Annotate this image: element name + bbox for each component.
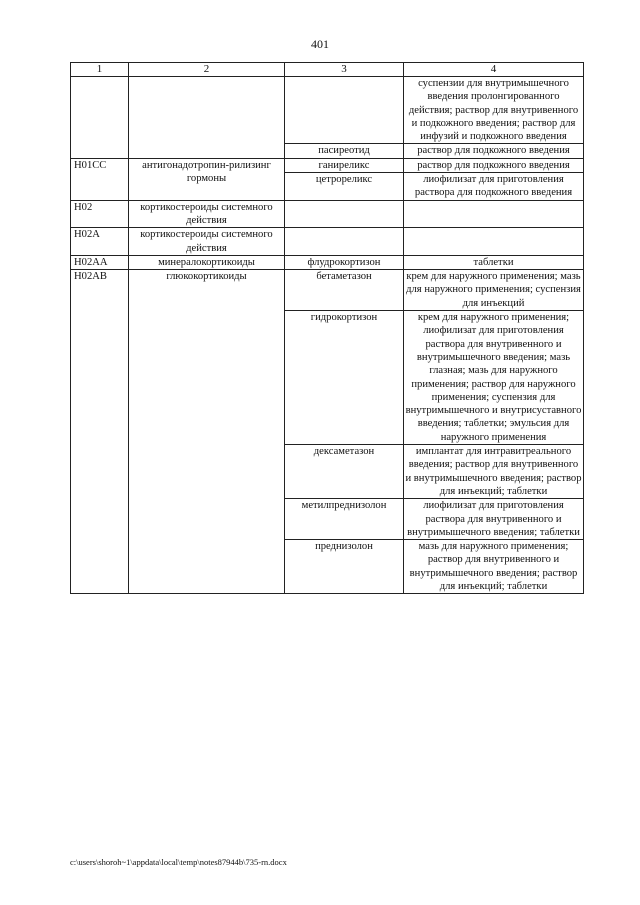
drug-cell: бетаметазон [285,270,404,311]
atc-code-cell: H02AA [71,255,129,269]
form-cell: таблетки [404,255,584,269]
atc-code-cell: H02A [71,228,129,256]
page-number: 401 [311,37,329,51]
table-row [71,255,584,269]
group-cell: глюкокортикоиды [129,270,285,594]
header-col-1: 1 [71,63,129,77]
group-cell: минералокортикоиды [129,255,285,269]
table-row [71,200,584,228]
drug-cell: ганиреликс [285,158,404,172]
header-row [71,63,584,77]
form-cell: крем для наружного применения; лиофилизат для приготовления раствора для внутривенного и внутримышечного введения; мазь глазная; мазь для наружного применения; раствор для наружного применения; суспензия для внутримышечного и внутрисуставного введения; таблетки; эмульсия для наружного применения [404,311,584,445]
drug-cell: пасиреотид [285,144,404,158]
drug-table [70,62,584,594]
header-col-3: 3 [285,63,404,77]
form-cell: мазь для наружного применения; раствор для внутривенного и внутримышечного введения; раствор для инъекций; таблетки [404,540,584,594]
group-cell [129,77,285,159]
drug-cell: гидрокортизон [285,311,404,445]
atc-code-cell [71,77,129,159]
form-cell: лиофилизат для приготовления раствора для внутривенного и внутримышечного введения; таблетки [404,499,584,540]
drug-cell: преднизолон [285,540,404,594]
form-cell: лиофилизат для приготовления раствора для подкожного введения [404,173,584,201]
atc-code-cell: H02AB [71,270,129,594]
table-row [71,158,584,172]
table-header [71,63,584,77]
form-cell: имплантат для интравитреального введения; раствор для внутривенного и внутримышечного введения; раствор для инъекций; таблетки [405,446,582,497]
drug-cell [285,228,404,256]
group-cell: антигонадотропин-рилизинг гормоны [129,158,285,200]
document-file-path: c:\users\shoroh~1\appdata\local\temp\notes87944b\735-rn.docx [70,857,287,867]
form-cell: суспензии для внутримышечного введения пролонгированного действия; раствор для внутривенного и подкожного введения; раствор для инфузий и подкожного введения [404,77,584,144]
drug-cell: дексаметазон [285,445,404,499]
form-cell: раствор для подкожного введения [404,158,584,172]
table-body [71,77,584,594]
drug-cell: метилпреднизолон [285,499,404,540]
form-cell [404,228,584,256]
atc-code-cell: H02 [71,200,129,228]
group-cell: кортикостероиды системного действия [129,228,285,256]
form-cell [404,200,584,228]
atc-code-cell: H01CC [71,158,129,200]
header-col-4: 4 [404,63,584,77]
table-row [71,77,584,144]
drug-cell: флудрокортизон [285,255,404,269]
form-cell: раствор для подкожного введения [404,144,584,158]
table-row [71,228,584,256]
group-cell: кортикостероиды системного действия [129,200,285,228]
drug-cell [285,200,404,228]
drug-cell: цетрореликс [285,173,404,201]
drug-cell [285,77,404,144]
table-row [71,270,584,311]
header-col-2: 2 [129,63,285,77]
form-cell: крем для наружного применения; мазь для наружного применения; суспензия для инъекций [404,270,584,311]
